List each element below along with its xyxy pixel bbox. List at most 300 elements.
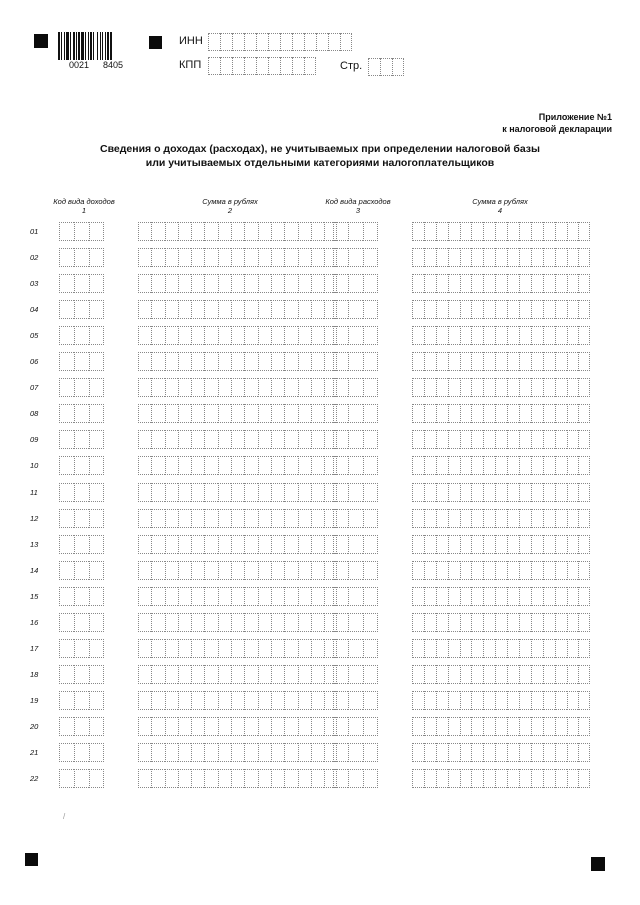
input-cell[interactable]	[495, 456, 507, 475]
input-cell[interactable]	[284, 509, 297, 528]
input-cell[interactable]	[507, 717, 519, 736]
input-cell[interactable]	[412, 691, 424, 710]
input-cell[interactable]	[74, 639, 89, 658]
input-cell[interactable]	[412, 665, 424, 684]
input-cell[interactable]	[543, 352, 555, 371]
input-cell[interactable]	[178, 509, 191, 528]
input-cell[interactable]	[348, 326, 363, 345]
input-cell[interactable]	[555, 430, 567, 449]
input-cell[interactable]	[436, 404, 448, 423]
inn-field[interactable]	[208, 33, 352, 51]
input-cell[interactable]	[507, 691, 519, 710]
expense-code-field[interactable]	[333, 352, 378, 371]
income-sum-field[interactable]	[138, 587, 337, 606]
input-cell[interactable]	[258, 561, 271, 580]
input-cell[interactable]	[89, 743, 104, 762]
input-cell[interactable]	[412, 613, 424, 632]
expense-sum-field[interactable]	[412, 743, 590, 762]
input-cell[interactable]	[424, 717, 436, 736]
input-cell[interactable]	[483, 222, 495, 241]
input-cell[interactable]	[151, 274, 164, 293]
input-cell[interactable]	[138, 535, 151, 554]
input-cell[interactable]	[204, 404, 217, 423]
input-cell[interactable]	[311, 717, 324, 736]
input-cell[interactable]	[519, 352, 531, 371]
input-cell[interactable]	[191, 509, 204, 528]
input-cell[interactable]	[471, 456, 483, 475]
input-cell[interactable]	[59, 404, 74, 423]
input-cell[interactable]	[244, 326, 257, 345]
input-cell[interactable]	[555, 300, 567, 319]
input-cell[interactable]	[271, 483, 284, 502]
input-cell[interactable]	[471, 587, 483, 606]
input-cell[interactable]	[231, 509, 244, 528]
input-cell[interactable]	[59, 639, 74, 658]
input-cell[interactable]	[333, 352, 348, 371]
input-cell[interactable]	[436, 717, 448, 736]
input-cell[interactable]	[218, 717, 231, 736]
input-cell[interactable]	[89, 561, 104, 580]
input-cell[interactable]	[555, 509, 567, 528]
input-cell[interactable]	[218, 430, 231, 449]
input-cell[interactable]	[204, 613, 217, 632]
input-cell[interactable]	[311, 378, 324, 397]
input-cell[interactable]	[298, 352, 311, 371]
income-code-field[interactable]	[59, 613, 104, 632]
input-cell[interactable]	[284, 274, 297, 293]
expense-sum-field[interactable]	[412, 222, 590, 241]
input-cell[interactable]	[519, 274, 531, 293]
input-cell[interactable]	[578, 769, 590, 788]
input-cell[interactable]	[460, 378, 472, 397]
input-cell[interactable]	[483, 430, 495, 449]
input-cell[interactable]	[333, 613, 348, 632]
expense-sum-field[interactable]	[412, 665, 590, 684]
input-cell[interactable]	[244, 743, 257, 762]
input-cell[interactable]	[483, 639, 495, 658]
input-cell[interactable]	[460, 691, 472, 710]
income-code-field[interactable]	[59, 483, 104, 502]
input-cell[interactable]	[531, 404, 543, 423]
input-cell[interactable]	[311, 535, 324, 554]
input-cell[interactable]	[231, 587, 244, 606]
input-cell[interactable]	[507, 665, 519, 684]
expense-code-field[interactable]	[333, 404, 378, 423]
input-cell[interactable]	[363, 300, 378, 319]
input-cell[interactable]	[578, 326, 590, 345]
input-cell[interactable]	[138, 274, 151, 293]
income-sum-field[interactable]	[138, 300, 337, 319]
input-cell[interactable]	[218, 326, 231, 345]
input-cell[interactable]	[165, 509, 178, 528]
input-cell[interactable]	[204, 456, 217, 475]
input-cell[interactable]	[271, 743, 284, 762]
expense-sum-field[interactable]	[412, 404, 590, 423]
income-code-field[interactable]	[59, 639, 104, 658]
input-cell[interactable]	[448, 639, 460, 658]
input-cell[interactable]	[436, 613, 448, 632]
input-cell[interactable]	[333, 665, 348, 684]
input-cell[interactable]	[258, 717, 271, 736]
input-cell[interactable]	[531, 769, 543, 788]
input-cell[interactable]	[348, 300, 363, 319]
input-cell[interactable]	[218, 587, 231, 606]
input-cell[interactable]	[543, 509, 555, 528]
input-cell[interactable]	[519, 535, 531, 554]
input-cell[interactable]	[268, 57, 280, 75]
input-cell[interactable]	[448, 535, 460, 554]
expense-sum-field[interactable]	[412, 535, 590, 554]
income-code-field[interactable]	[59, 587, 104, 606]
input-cell[interactable]	[578, 456, 590, 475]
input-cell[interactable]	[74, 613, 89, 632]
input-cell[interactable]	[59, 222, 74, 241]
input-cell[interactable]	[284, 561, 297, 580]
input-cell[interactable]	[311, 404, 324, 423]
input-cell[interactable]	[74, 352, 89, 371]
input-cell[interactable]	[507, 222, 519, 241]
input-cell[interactable]	[74, 378, 89, 397]
input-cell[interactable]	[519, 509, 531, 528]
input-cell[interactable]	[460, 222, 472, 241]
input-cell[interactable]	[191, 378, 204, 397]
input-cell[interactable]	[298, 717, 311, 736]
input-cell[interactable]	[471, 483, 483, 502]
input-cell[interactable]	[191, 639, 204, 658]
income-code-field[interactable]	[59, 717, 104, 736]
input-cell[interactable]	[74, 535, 89, 554]
input-cell[interactable]	[507, 561, 519, 580]
input-cell[interactable]	[89, 587, 104, 606]
income-sum-field[interactable]	[138, 248, 337, 267]
input-cell[interactable]	[519, 665, 531, 684]
expense-code-field[interactable]	[333, 613, 378, 632]
input-cell[interactable]	[412, 300, 424, 319]
input-cell[interactable]	[471, 326, 483, 345]
input-cell[interactable]	[191, 691, 204, 710]
input-cell[interactable]	[231, 378, 244, 397]
input-cell[interactable]	[59, 456, 74, 475]
input-cell[interactable]	[89, 639, 104, 658]
input-cell[interactable]	[271, 639, 284, 658]
input-cell[interactable]	[543, 430, 555, 449]
input-cell[interactable]	[519, 430, 531, 449]
input-cell[interactable]	[543, 326, 555, 345]
input-cell[interactable]	[311, 561, 324, 580]
input-cell[interactable]	[74, 326, 89, 345]
input-cell[interactable]	[284, 456, 297, 475]
input-cell[interactable]	[348, 743, 363, 762]
input-cell[interactable]	[89, 691, 104, 710]
input-cell[interactable]	[483, 248, 495, 267]
input-cell[interactable]	[424, 509, 436, 528]
input-cell[interactable]	[363, 717, 378, 736]
input-cell[interactable]	[244, 378, 257, 397]
input-cell[interactable]	[151, 326, 164, 345]
input-cell[interactable]	[436, 483, 448, 502]
input-cell[interactable]	[543, 769, 555, 788]
input-cell[interactable]	[567, 613, 579, 632]
input-cell[interactable]	[348, 717, 363, 736]
input-cell[interactable]	[244, 33, 256, 51]
input-cell[interactable]	[495, 639, 507, 658]
input-cell[interactable]	[424, 300, 436, 319]
input-cell[interactable]	[191, 300, 204, 319]
input-cell[interactable]	[363, 352, 378, 371]
input-cell[interactable]	[244, 456, 257, 475]
input-cell[interactable]	[138, 456, 151, 475]
input-cell[interactable]	[471, 561, 483, 580]
input-cell[interactable]	[258, 300, 271, 319]
expense-code-field[interactable]	[333, 509, 378, 528]
input-cell[interactable]	[436, 769, 448, 788]
income-sum-field[interactable]	[138, 691, 337, 710]
input-cell[interactable]	[555, 352, 567, 371]
input-cell[interactable]	[483, 535, 495, 554]
input-cell[interactable]	[543, 378, 555, 397]
income-code-field[interactable]	[59, 326, 104, 345]
expense-sum-field[interactable]	[412, 691, 590, 710]
input-cell[interactable]	[519, 300, 531, 319]
input-cell[interactable]	[151, 587, 164, 606]
input-cell[interactable]	[567, 352, 579, 371]
input-cell[interactable]	[204, 691, 217, 710]
input-cell[interactable]	[448, 561, 460, 580]
input-cell[interactable]	[448, 456, 460, 475]
expense-sum-field[interactable]	[412, 717, 590, 736]
input-cell[interactable]	[258, 769, 271, 788]
input-cell[interactable]	[460, 587, 472, 606]
input-cell[interactable]	[284, 300, 297, 319]
input-cell[interactable]	[471, 274, 483, 293]
input-cell[interactable]	[191, 665, 204, 684]
input-cell[interactable]	[244, 274, 257, 293]
input-cell[interactable]	[348, 665, 363, 684]
input-cell[interactable]	[412, 404, 424, 423]
input-cell[interactable]	[392, 58, 404, 76]
input-cell[interactable]	[363, 378, 378, 397]
input-cell[interactable]	[531, 665, 543, 684]
input-cell[interactable]	[298, 769, 311, 788]
input-cell[interactable]	[495, 509, 507, 528]
input-cell[interactable]	[298, 222, 311, 241]
input-cell[interactable]	[412, 456, 424, 475]
expense-code-field[interactable]	[333, 222, 378, 241]
input-cell[interactable]	[284, 222, 297, 241]
input-cell[interactable]	[578, 430, 590, 449]
input-cell[interactable]	[483, 378, 495, 397]
input-cell[interactable]	[531, 483, 543, 502]
input-cell[interactable]	[165, 535, 178, 554]
input-cell[interactable]	[363, 769, 378, 788]
input-cell[interactable]	[271, 300, 284, 319]
input-cell[interactable]	[460, 509, 472, 528]
input-cell[interactable]	[578, 535, 590, 554]
input-cell[interactable]	[89, 378, 104, 397]
input-cell[interactable]	[258, 665, 271, 684]
input-cell[interactable]	[543, 222, 555, 241]
input-cell[interactable]	[74, 743, 89, 762]
input-cell[interactable]	[578, 509, 590, 528]
input-cell[interactable]	[483, 326, 495, 345]
input-cell[interactable]	[424, 535, 436, 554]
expense-sum-field[interactable]	[412, 274, 590, 293]
input-cell[interactable]	[59, 300, 74, 319]
input-cell[interactable]	[204, 665, 217, 684]
input-cell[interactable]	[178, 639, 191, 658]
income-sum-field[interactable]	[138, 404, 337, 423]
input-cell[interactable]	[165, 352, 178, 371]
input-cell[interactable]	[495, 743, 507, 762]
input-cell[interactable]	[311, 691, 324, 710]
input-cell[interactable]	[89, 456, 104, 475]
input-cell[interactable]	[59, 743, 74, 762]
input-cell[interactable]	[271, 274, 284, 293]
input-cell[interactable]	[436, 639, 448, 658]
expense-sum-field[interactable]	[412, 248, 590, 267]
input-cell[interactable]	[348, 430, 363, 449]
input-cell[interactable]	[495, 300, 507, 319]
input-cell[interactable]	[519, 561, 531, 580]
input-cell[interactable]	[258, 691, 271, 710]
input-cell[interactable]	[298, 691, 311, 710]
income-sum-field[interactable]	[138, 326, 337, 345]
input-cell[interactable]	[244, 352, 257, 371]
expense-code-field[interactable]	[333, 717, 378, 736]
input-cell[interactable]	[543, 665, 555, 684]
input-cell[interactable]	[244, 691, 257, 710]
input-cell[interactable]	[178, 378, 191, 397]
expense-sum-field[interactable]	[412, 561, 590, 580]
input-cell[interactable]	[348, 535, 363, 554]
input-cell[interactable]	[531, 222, 543, 241]
input-cell[interactable]	[271, 378, 284, 397]
input-cell[interactable]	[448, 613, 460, 632]
input-cell[interactable]	[311, 430, 324, 449]
input-cell[interactable]	[567, 639, 579, 658]
input-cell[interactable]	[271, 769, 284, 788]
input-cell[interactable]	[204, 639, 217, 658]
input-cell[interactable]	[89, 222, 104, 241]
input-cell[interactable]	[348, 274, 363, 293]
input-cell[interactable]	[555, 483, 567, 502]
input-cell[interactable]	[311, 248, 324, 267]
input-cell[interactable]	[165, 456, 178, 475]
input-cell[interactable]	[191, 222, 204, 241]
input-cell[interactable]	[138, 561, 151, 580]
input-cell[interactable]	[448, 691, 460, 710]
input-cell[interactable]	[567, 483, 579, 502]
input-cell[interactable]	[244, 404, 257, 423]
input-cell[interactable]	[298, 248, 311, 267]
input-cell[interactable]	[244, 57, 256, 75]
input-cell[interactable]	[271, 535, 284, 554]
input-cell[interactable]	[138, 483, 151, 502]
input-cell[interactable]	[59, 587, 74, 606]
input-cell[interactable]	[543, 300, 555, 319]
input-cell[interactable]	[436, 587, 448, 606]
input-cell[interactable]	[543, 639, 555, 658]
input-cell[interactable]	[507, 378, 519, 397]
input-cell[interactable]	[271, 665, 284, 684]
input-cell[interactable]	[292, 57, 304, 75]
input-cell[interactable]	[165, 274, 178, 293]
input-cell[interactable]	[436, 300, 448, 319]
input-cell[interactable]	[204, 483, 217, 502]
expense-code-field[interactable]	[333, 535, 378, 554]
input-cell[interactable]	[298, 456, 311, 475]
input-cell[interactable]	[424, 587, 436, 606]
expense-sum-field[interactable]	[412, 769, 590, 788]
input-cell[interactable]	[268, 33, 280, 51]
income-sum-field[interactable]	[138, 222, 337, 241]
input-cell[interactable]	[191, 456, 204, 475]
input-cell[interactable]	[204, 535, 217, 554]
input-cell[interactable]	[348, 587, 363, 606]
input-cell[interactable]	[89, 509, 104, 528]
input-cell[interactable]	[231, 274, 244, 293]
input-cell[interactable]	[258, 248, 271, 267]
input-cell[interactable]	[284, 587, 297, 606]
input-cell[interactable]	[483, 404, 495, 423]
input-cell[interactable]	[218, 456, 231, 475]
input-cell[interactable]	[567, 456, 579, 475]
input-cell[interactable]	[555, 378, 567, 397]
input-cell[interactable]	[204, 769, 217, 788]
input-cell[interactable]	[74, 300, 89, 319]
input-cell[interactable]	[165, 378, 178, 397]
expense-sum-field[interactable]	[412, 483, 590, 502]
input-cell[interactable]	[448, 326, 460, 345]
input-cell[interactable]	[89, 769, 104, 788]
input-cell[interactable]	[495, 613, 507, 632]
input-cell[interactable]	[218, 378, 231, 397]
input-cell[interactable]	[483, 561, 495, 580]
input-cell[interactable]	[89, 300, 104, 319]
input-cell[interactable]	[333, 587, 348, 606]
input-cell[interactable]	[218, 300, 231, 319]
input-cell[interactable]	[298, 639, 311, 658]
input-cell[interactable]	[424, 248, 436, 267]
input-cell[interactable]	[244, 769, 257, 788]
input-cell[interactable]	[348, 769, 363, 788]
input-cell[interactable]	[191, 769, 204, 788]
input-cell[interactable]	[231, 300, 244, 319]
income-sum-field[interactable]	[138, 561, 337, 580]
input-cell[interactable]	[271, 404, 284, 423]
input-cell[interactable]	[231, 404, 244, 423]
input-cell[interactable]	[436, 561, 448, 580]
input-cell[interactable]	[567, 717, 579, 736]
input-cell[interactable]	[424, 613, 436, 632]
input-cell[interactable]	[138, 665, 151, 684]
income-sum-field[interactable]	[138, 378, 337, 397]
expense-code-field[interactable]	[333, 274, 378, 293]
input-cell[interactable]	[151, 509, 164, 528]
input-cell[interactable]	[483, 743, 495, 762]
input-cell[interactable]	[578, 274, 590, 293]
input-cell[interactable]	[191, 326, 204, 345]
input-cell[interactable]	[298, 300, 311, 319]
input-cell[interactable]	[59, 430, 74, 449]
input-cell[interactable]	[284, 535, 297, 554]
input-cell[interactable]	[436, 274, 448, 293]
expense-code-field[interactable]	[333, 456, 378, 475]
input-cell[interactable]	[165, 404, 178, 423]
expense-sum-field[interactable]	[412, 587, 590, 606]
input-cell[interactable]	[191, 743, 204, 762]
income-code-field[interactable]	[59, 274, 104, 293]
